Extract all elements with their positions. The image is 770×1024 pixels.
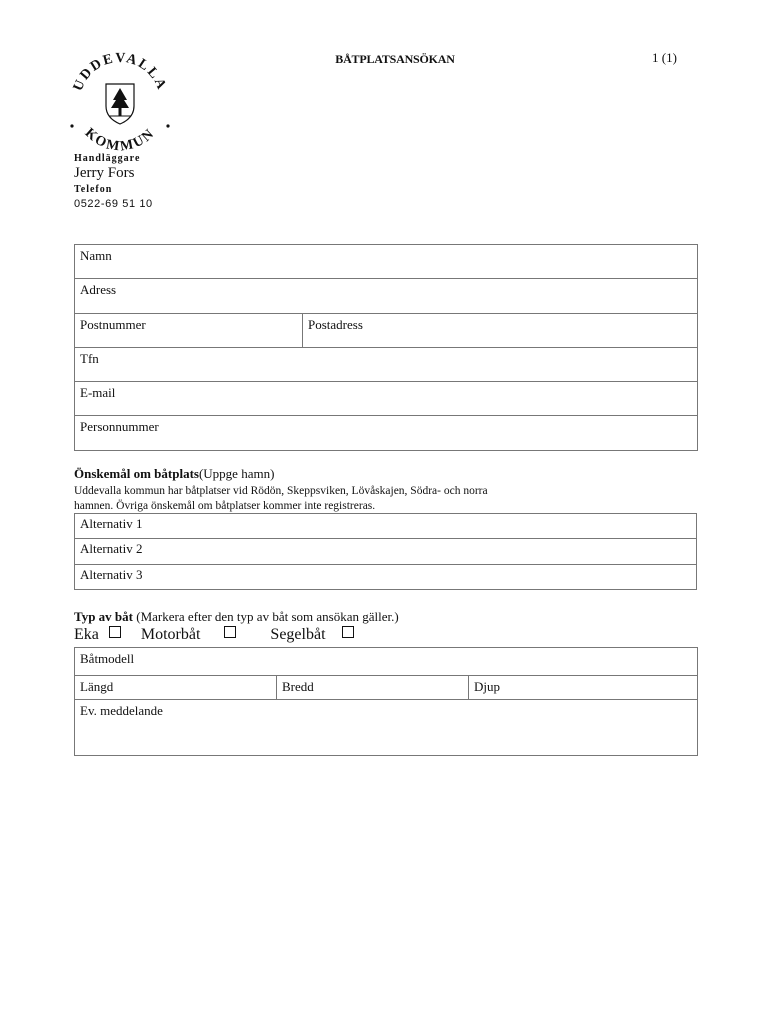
- postal-code-label: Postnummer: [80, 316, 146, 332]
- motorbat-checkbox[interactable]: [224, 626, 236, 638]
- logo-text-bottom: KOMMUN: [81, 125, 159, 154]
- logo-text-top: UDDEVALLA: [70, 50, 170, 94]
- name-field[interactable]: [75, 245, 698, 279]
- personal-id-field[interactable]: [75, 416, 698, 450]
- applicant-phone-label: Tfn: [80, 350, 99, 366]
- message-label: Ev. meddelande: [80, 703, 163, 718]
- postal-city-label: Postadress: [308, 316, 363, 332]
- postal-code-field[interactable]: [75, 313, 303, 347]
- length-field[interactable]: [75, 676, 277, 700]
- boat-type-heading: Typ av båt (Markera efter den typ av båt som ansökan gäller.): [74, 609, 399, 624]
- phone-label: Telefon: [74, 184, 113, 195]
- depth-label: Djup: [474, 679, 500, 694]
- alternative-label: Alternativ 2: [80, 541, 143, 557]
- width-field[interactable]: [277, 676, 469, 700]
- berth-request-note: Uddevalla kommun har båtplatser vid Rödön, Skeppsviken, Lövåskajen, Södra- och norra hamnen. Övriga önskemål om båtplatser kommer inte registreras.: [74, 485, 488, 512]
- email-field[interactable]: [75, 382, 698, 416]
- phone-field[interactable]: [75, 347, 698, 381]
- handlaggare-name: Jerry Fors: [74, 165, 135, 181]
- alternative-label: Alternativ 1: [80, 516, 143, 531]
- boat-model-field[interactable]: [75, 648, 698, 676]
- personal-id-label: Personnummer: [80, 419, 159, 435]
- boat-type-options: [74, 626, 360, 644]
- length-label: Längd: [80, 679, 114, 694]
- alternative-label: Alternativ 3: [80, 566, 143, 582]
- segelbat-checkbox[interactable]: [342, 626, 354, 638]
- address-field[interactable]: [75, 279, 698, 313]
- option-motorbat-label: Motorbåt: [140, 626, 201, 643]
- document-title: BÅTPLATSANSÖKAN: [335, 52, 455, 66]
- applicant-form-table: [74, 244, 698, 451]
- postal-city-field[interactable]: [303, 313, 698, 347]
- email-label: E-mail: [80, 385, 116, 401]
- handlaggare-label: Handläggare: [74, 153, 141, 164]
- page-number: 1 (1): [652, 50, 677, 65]
- message-field[interactable]: [75, 700, 698, 756]
- svg-text:KOMMUN: [82, 126, 159, 154]
- berth-alternatives-table: [74, 513, 697, 590]
- alternative-3-field[interactable]: [75, 564, 697, 589]
- depth-field[interactable]: [469, 676, 698, 700]
- alternative-1-field[interactable]: [75, 514, 697, 539]
- handlaggare-phone: 0522-69 51 10: [74, 198, 153, 210]
- boat-details-table: [74, 647, 698, 756]
- berth-request-heading: Önskemål om båtplats(Uppge hamn): [74, 466, 275, 481]
- name-label: Namn: [80, 248, 112, 263]
- boat-model-label: Båtmodell: [80, 651, 135, 666]
- coat-of-arms-icon: [106, 84, 134, 124]
- address-label: Adress: [80, 282, 117, 298]
- option-segelbat-label: Segelbåt: [270, 626, 326, 643]
- option-eka-label: Eka: [74, 626, 99, 643]
- alternative-2-field[interactable]: [75, 539, 697, 564]
- width-label: Bredd: [282, 679, 314, 694]
- eka-checkbox[interactable]: [109, 626, 121, 638]
